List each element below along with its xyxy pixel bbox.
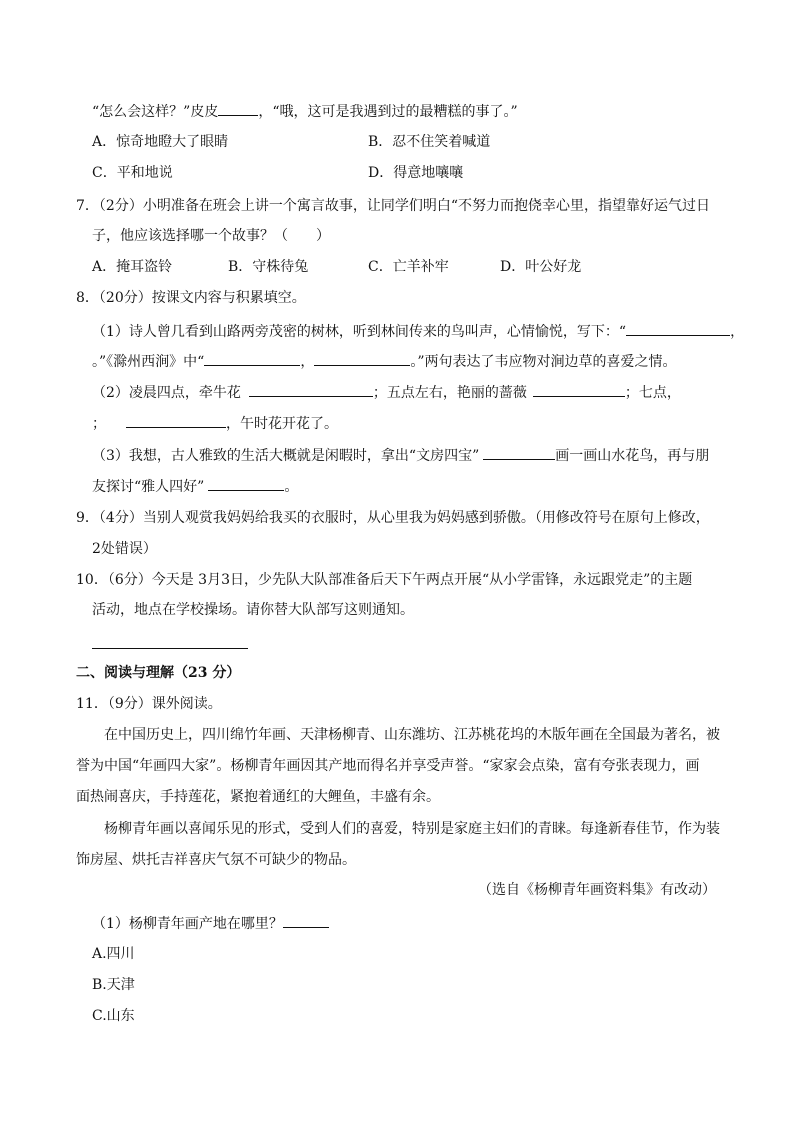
q11-para1-line1: 在中国历史上，四川绵竹年画、天津杨柳青、山东潍坊、江苏桃花坞的木版年画在全国最为著名，被 bbox=[104, 727, 720, 743]
q8-p2-line2 bbox=[92, 413, 338, 434]
q6-option-a: A．惊奇地瞪大了眼睛 bbox=[92, 134, 229, 150]
q8-title: 8．（20分）按课文内容与积累填空。 bbox=[76, 290, 306, 306]
q7-option-b: B．守株待兔 bbox=[228, 259, 309, 275]
q8-p2-text-b: ；五点左右，艳丽的蔷薇 bbox=[372, 385, 527, 401]
q10-line2: 活动，地点在学校操场。请你替大队部写这则通知。 bbox=[92, 602, 414, 618]
q7-option-c: C．亡羊补牢 bbox=[368, 259, 449, 275]
q6-stem bbox=[92, 101, 518, 122]
q8-p1-text-a: （1）诗人曾几看到山路两旁茂密的树林，听到林间传来的鸟叫声，心情愉悦，写下：“ bbox=[92, 324, 627, 340]
q6-answer-blank[interactable] bbox=[218, 101, 258, 116]
q6-stem-a: “怎么会这样？”皮皮 bbox=[92, 104, 219, 120]
q8-p1-blank1[interactable] bbox=[626, 321, 730, 336]
q6-stem-b: ，“哦，这可是我遇到过的最糟糕的事了。” bbox=[258, 104, 518, 120]
q9-line2: 2处错误） bbox=[92, 541, 157, 557]
q8-p2-line1 bbox=[92, 382, 681, 403]
q8-p3-text-c: 友探讨“雅人四好” bbox=[92, 479, 205, 495]
q10-line1: 10．（6分）今天是 3月3日，少先队大队部准备后天下午两点开展“从小学雷锋，永远跟党走”的主题 bbox=[76, 572, 693, 588]
q11-sub1-option-b: B.天津 bbox=[92, 977, 135, 993]
q6-option-d: D．得意地嚷嚷 bbox=[368, 165, 464, 181]
q11-title: 11．（9分）课外阅读。 bbox=[76, 696, 222, 712]
q11-sub1-option-a: A.四川 bbox=[92, 946, 135, 962]
q11-sub1-blank[interactable] bbox=[283, 913, 329, 928]
q8-p3-text-d: 。 bbox=[284, 479, 299, 495]
q8-p1-text-c: 。”《滁州西涧》中“ bbox=[92, 354, 205, 370]
q8-p2-text-e: ，午时花开花了。 bbox=[226, 416, 338, 432]
q11-para2-line1: 杨柳青年画以喜闻乐见的形式，受到人们的喜爱，特别是家庭主妇们的青睐。每逢新春佳节，作为装 bbox=[104, 821, 720, 837]
q8-p3-text-b: 画一画山水花鸟，再与朋 bbox=[555, 448, 710, 464]
section2-title: 二、阅读与理解（23 分） bbox=[76, 665, 241, 681]
q7-line2: 子，他应该选择哪一个故事？（ ） bbox=[92, 228, 330, 244]
q8-p1-blank3[interactable] bbox=[314, 351, 410, 366]
q8-p3-line1 bbox=[92, 445, 709, 466]
q11-sub1-option-c: C.山东 bbox=[92, 1008, 135, 1024]
q6-option-c: C．平和地说 bbox=[92, 165, 173, 181]
q8-p2-text-a: （2）凌晨四点，牵牛花 bbox=[92, 385, 241, 401]
q8-p1-blank2[interactable] bbox=[204, 351, 300, 366]
q8-p2-text-d: ； bbox=[92, 416, 106, 432]
q11-para2-line2: 饰房屋、烘托吉祥喜庆气氛不可缺少的物品。 bbox=[76, 852, 356, 868]
q11-para1-line3: 面热闹喜庆，手持莲花，紧抱着通红的大鲤鱼，丰盛有余。 bbox=[76, 789, 440, 805]
q11-sub1-text: （1）杨柳青年画产地在哪里？ bbox=[92, 916, 283, 932]
q7-line1: 7．（2分）小明准备在班会上讲一个寓言故事，让同学们明白“不努力而抱侥幸心里，指望靠好运气过日 bbox=[76, 198, 710, 214]
q8-p3-blank2[interactable] bbox=[208, 476, 284, 491]
q11-para1-line2: 誉为中国“年画四大家”。杨柳青年画因其产地而得名并享受声誉。“家家会点染，富有夸张表现力，画 bbox=[76, 758, 700, 774]
q8-p3-line2 bbox=[92, 476, 298, 497]
q8-p2-blank2[interactable] bbox=[533, 382, 625, 397]
q8-p1-line1 bbox=[92, 321, 744, 342]
q8-p1-text-d: ， bbox=[300, 354, 315, 370]
q7-option-a: A．掩耳盗铃 bbox=[92, 259, 173, 275]
q9-line1: 9．（4分）当别人观赏我妈妈给我买的衣服时，从心里我为妈妈感到骄傲。（用修改符号在原句上修改， bbox=[76, 510, 710, 526]
q8-p2-blank3[interactable] bbox=[126, 413, 226, 428]
q6-option-b: B．忍不住笑着喊道 bbox=[368, 134, 491, 150]
q10-answer-line[interactable] bbox=[92, 648, 248, 649]
q8-p1-line2 bbox=[92, 351, 676, 372]
q11-source: （选自《杨柳青年画资料集》有改动） bbox=[478, 882, 716, 898]
q8-p1-text-e: 。”两句表达了韦应物对涧边草的喜爱之情。 bbox=[410, 354, 677, 370]
q8-p1-text-b: ， bbox=[730, 324, 745, 340]
q8-p3-blank1[interactable] bbox=[483, 445, 555, 460]
q8-p2-blank1[interactable] bbox=[249, 382, 373, 397]
q8-p3-text-a: （3）我想，古人雅致的生活大概就是闲暇时，拿出“文房四宝” bbox=[92, 448, 480, 464]
q7-option-d: D．叶公好龙 bbox=[500, 259, 582, 275]
q11-sub1-question bbox=[92, 913, 329, 934]
q8-p2-text-c: ；七点， bbox=[624, 385, 681, 401]
